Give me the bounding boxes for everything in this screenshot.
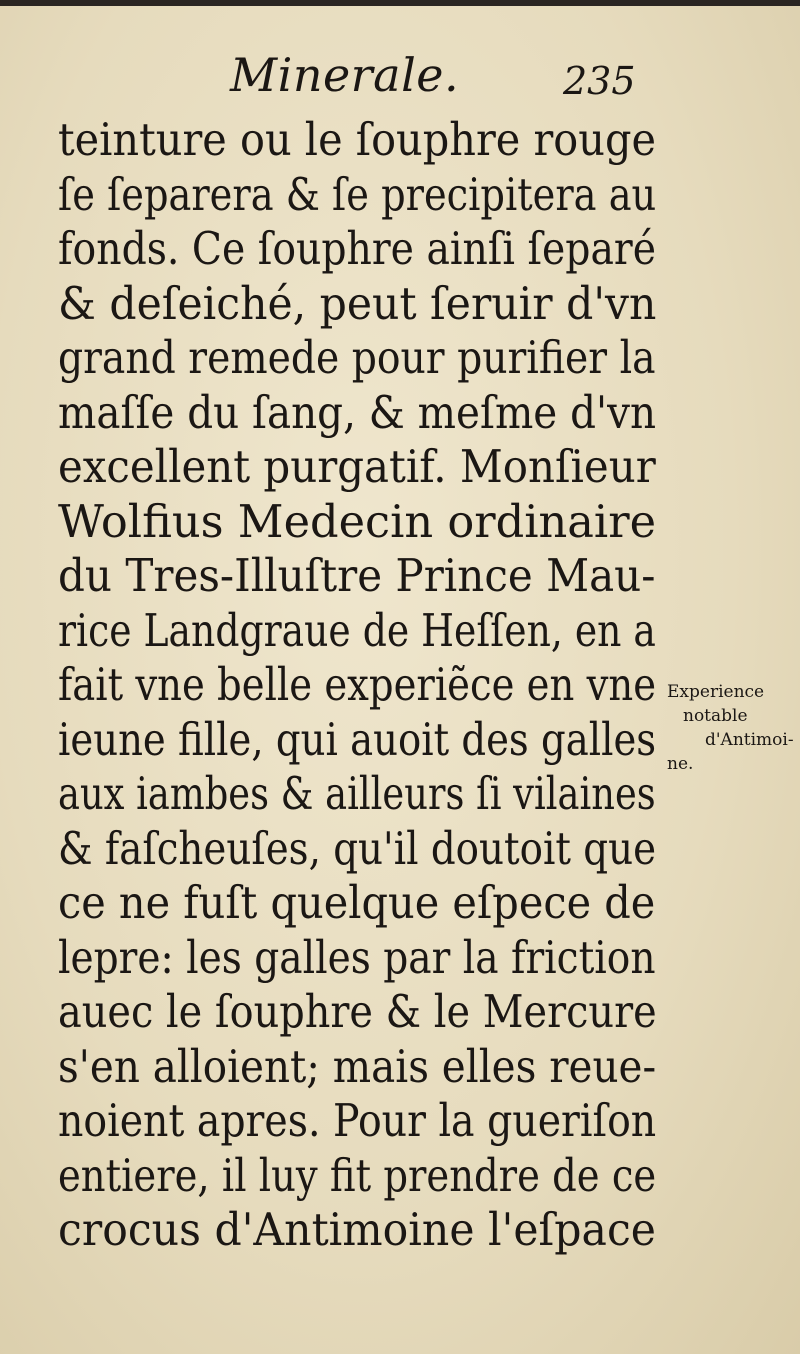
- text-line: & deſeiché, peut ſeruir d'vn: [58, 276, 657, 330]
- marginal-note-line: ne.: [667, 754, 694, 774]
- marginal-note-line: d'Antimoi-: [705, 730, 794, 750]
- text-line: maſſe du ſang, & meſme d'vn: [58, 385, 657, 439]
- text-line: & faſcheuſes, qu'il doutoit que: [58, 821, 657, 875]
- top-edge-rule: [0, 0, 800, 6]
- text-line: du Tres-Illuſtre Prince Mau-: [58, 549, 656, 602]
- text-line: entiere, il luy fit prendre de ce: [58, 1148, 657, 1202]
- text-line: rice Landgraue de Heſſen, en a: [58, 603, 656, 657]
- text-line: aux iambes & ailleurs ſi vilaines: [58, 767, 656, 820]
- text-line: ce ne fuſt quelque eſpece de: [58, 876, 656, 929]
- text-line: fonds. Ce ſouphre ainſi ſeparé: [58, 222, 656, 275]
- marginal-note: [655, 680, 795, 776]
- text-line: fait vne belle experiẽce en vne: [58, 658, 657, 711]
- text-line: grand remede pour purifier la: [58, 331, 656, 384]
- marginal-note-line: notable: [683, 706, 748, 726]
- text-line: teinture ou le ſouphre rouge: [58, 113, 657, 166]
- page-number: 235: [563, 59, 636, 103]
- text-line: auec le ſouphre & le Mercure: [58, 985, 657, 1038]
- body-text: [58, 113, 658, 1258]
- text-line: noient apres. Pour la gueriſon: [58, 1094, 657, 1147]
- text-line: excellent purgatif. Monſieur: [58, 440, 656, 493]
- text-line: Wolfius Medecin ordinaire: [58, 494, 657, 548]
- text-line: crocus d'Antimoine l'eſpace: [58, 1203, 656, 1256]
- running-title: Minerale.: [230, 48, 460, 102]
- text-line: s'en alloient; mais elles reue-: [58, 1039, 657, 1093]
- text-line: ſe ſeparera & ſe precipitera au: [58, 167, 657, 221]
- marginal-note-line: Experience: [667, 682, 765, 702]
- text-line: ieune fille, qui auoit des galles: [58, 712, 657, 766]
- text-line: lepre: les galles par la friction: [58, 930, 656, 984]
